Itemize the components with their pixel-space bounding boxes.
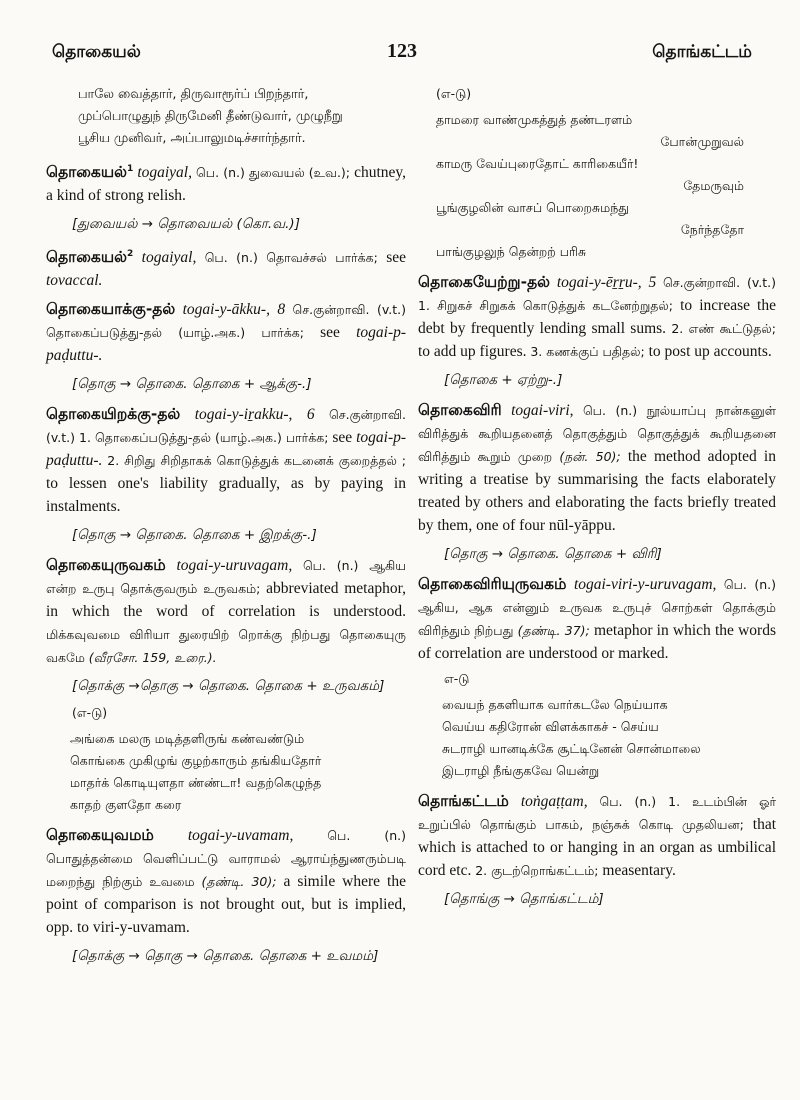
left-column [46,84,406,975]
verse-line: வையந் தகளியாக வார்கடலே நெய்யாக [442,697,668,712]
cross-reference: togai-p-paḍuttu-. [46,324,407,365]
tamil-definition-3: 3. கணக்குப் பதிதல்; [530,344,645,359]
transliteration: togaiyal, [137,164,192,182]
verse-line: காதற் குளதோ கரை [70,797,182,813]
english-definition: to increase the debt by frequently lending small sums. [418,297,776,337]
headword: தொகையிறக்கு-தல் [46,405,181,424]
page-number: 123 [387,40,417,62]
etymology: [தொகு → தொகை. தொகை + விரி] [444,546,662,562]
english-definition: see [332,429,353,447]
entry-togaiyal-2 [46,243,406,292]
header-right-guide-word: தொங்கட்டம் [652,42,752,62]
english-definition: metaphor in which the words of correlation are understood or marked. [418,622,776,662]
conjugation-class: 5 [648,274,657,291]
verse-line: தேமருவும் [683,178,744,193]
tamil-definition: செ.குன்றாவி. (v.t.) தொகைப்படுத்து-தல் [46,302,406,341]
verse-line: அங்கை மலரு மடித்தளிருங் கண்வண்டும் [70,731,305,747]
transliteration: togai-viri, [511,402,574,419]
english-definition-2: measentary. [602,862,676,879]
citation: (தண்டி. 30); [201,874,277,890]
tamil-definition-2: 2. சிறிது சிறிதாகக் கொடுத்துக் கடனைக் குறைத்தல் ; [107,453,407,469]
tamil-definition: செ.குன்றாவி. (v.t.) 1. தொகைப்படுத்து-தல் [46,407,407,446]
example-label: எ-டு [444,671,470,686]
transliteration: togai-y-ākku-, [182,301,270,319]
english-definition: that which is attached to or hanging in an organ as umbilical cord etc. [418,816,777,879]
entry-togaiyal-1 [46,158,406,207]
tamil-definition: பெ. (n.) ஆகிய என்ற உருபு தொக்குவரும் உருவகம்; [46,558,407,597]
english-definition-3: to post up accounts. [648,343,772,360]
transliteration: togai-viri-y-uruvagam, [573,576,717,593]
headword: தொகையேற்று-தல் [418,273,551,291]
entry-togaiyuruvagam [46,554,406,669]
example-label: (எ-டு) [72,705,108,721]
verse-line: பூசிய முனிவர், அப்பாலுமடிச்சார்ந்தார். [78,131,306,146]
verse-line: பூங்குழலின் வாசப் பொறைசுமந்து [436,200,630,215]
tamil-definition: செ.குன்றாவி. (v.t.) 1. சிறுகச் சிறுகக் கொடுத்துக் கடனேற்றுதல்; [418,275,776,313]
page-header [52,42,752,72]
tamil-note: (உவ.); [308,165,351,181]
verse-line: பாங்குழலுந் தென்றற் பரிசு [436,244,587,259]
verse-line: நேர்ந்ததோ [680,222,744,237]
cross-reference: togai-p-paḍuttu-. [46,429,407,470]
tamil-definition: பெ. (n.) பொதுத்தன்மை வெளிப்பட்டு வாராமல் ஆராய்ந்துணரும்படி மறைந்து நிற்கும் உவமை [46,828,406,890]
headword: தொகைவிரி [418,401,502,419]
transliteration: toṅgaṭṭam, [520,793,588,810]
transliteration: togai-y-iṟakku-, [194,406,293,424]
tamil-definition: பெ. (n.) ஆகிய, ஆக என்னும் உருவக உருபுச் சொற்கள் தொக்கும் விரிந்தும் நிற்பது [418,577,777,638]
headword: தொகைவிரியுருவகம் [418,575,567,593]
headword: தொகையல்$^2$ [46,248,134,267]
english-definition-2: to lessen one's liability gradually, as by paying in instalments. [46,475,406,516]
citation: (நன். 50); [559,449,621,464]
headword: தொகையுவமம் [46,826,154,845]
header-left-guide-word: தொகையல் [52,42,141,62]
english-definition: see [320,324,340,342]
tamil-definition: பெ. (n.) துவையல் [196,165,305,181]
english-definition-2: to add up figures. [418,343,527,360]
etymology: [தொகு → தொகை. தொகை + இறக்கு-.] [72,527,317,544]
verse-line: பாலே வைத்தார், திருவாரூர்ப் பிறந்தார், [78,87,309,102]
tamil-definition: பெ. (n.) தொவச்சல் [204,250,327,266]
etymology: [தொக்கு →தொகு → தொகை. தொகை + உருவகம்] [72,678,385,695]
english-definition: the method adopted in writing a treatise by summarising the facts elaborately treated by others and elaborating the facts briefly treated by them, one of four nūl-yāppu. [418,448,776,534]
conjugation-class: 6 [306,406,315,424]
citation: (தண்டி. 37); [517,623,590,638]
transliteration: togai-y-uvamam, [187,827,294,845]
tamil-note: பார்க்க; [335,250,378,266]
entry-togaiviriyuruvagam [418,573,776,665]
verse-line: போன்முறுவல் [660,134,744,149]
tamil-definition-2: 2. குடற்றொங்கட்டம்; [475,863,599,878]
verse-line: காமரு வேய்புரைதோட் காரிகையீர்! [436,156,639,171]
etymology: [தொங்கு → தொங்கட்டம்] [444,891,604,907]
tamil-note: (யாழ்.அக.) பார்க்க; [178,325,304,341]
tamil-definition-2: 2. எண் கூட்டுதல்; [671,321,777,336]
example-verse [436,109,776,263]
headword: தொகையல்$^1$ [46,163,134,182]
continued-verse [78,84,406,150]
etymology: [துவையல் → தொவையல் (கொ.வ.)] [72,216,300,233]
right-column [418,84,776,918]
headword: தொங்கட்டம் [418,792,509,810]
cross-reference: tovaccal. [46,272,103,290]
transliteration: togaiyal, [141,249,197,267]
etymology: [தொகை + ஏற்று-.] [444,372,563,388]
transliteration: togai-y-ēṟṟu-, [556,274,642,291]
transliteration: togai-y-uruvagam, [176,557,293,575]
verse-line: இடராழி நீங்குகவே யென்று [442,763,600,778]
example-verse [442,694,776,782]
entry-tongattam [418,790,776,882]
conjugation-class: 8 [277,301,286,319]
etymology: [தொகு → தொகை. தொகை + ஆக்கு-.] [72,376,312,393]
entry-togaiyuvamam [46,824,406,939]
verse-line: தாமரை வாண்முகத்துத் தண்டரளம் [436,112,633,127]
english-definition: abbreviated metaphor, in which the word of correlation is understood. [46,580,406,621]
tamil-note: (யாழ்.அக.) பார்க்க; [214,430,329,446]
entry-togaiyerru [418,271,776,363]
example-verse [70,728,406,816]
entry-togaiyakku [46,298,406,367]
english-definition: chutney, a kind of strong relish. [46,164,406,205]
headword: தொகையாக்கு-தல் [46,300,176,319]
citation: (வீரசோ. 159, உரை.). [88,650,217,666]
english-definition: see [386,249,407,267]
etymology: [தொக்கு → தொகு → தொகை. தொகை + உவமம்] [72,948,379,965]
tamil-quotation: மிக்கவுவமை விரியா துரையிற் றொக்கு நிற்பது தொகையுரு வகமே [46,627,406,666]
english-definition: a simile where the point of comparison is not brought out, but is implied, opp. to viri-y-uvamam. [46,873,406,937]
entry-togaiviri [418,399,776,537]
verse-line: முப்பொழுதுந் திருமேனி தீண்டுவார், முழுநீறு [78,109,343,124]
headword: தொகையுருவகம் [46,556,166,575]
verse-line: கொங்கை முகிழுங் குழற்காரும் தங்கியதோர் [70,753,322,769]
tamil-definition: பெ. (n.) நூல்யாப்பு நான்கனுள் விரித்துக் கூறியதனைத் தொகுத்தும் தொகுத்துக் கூறியதனை விரித்தும் கூறும் முறை [418,403,777,464]
tamil-definition: பெ. (n.) 1. உடம்பின் ஓர் உறுப்பில் தொங்கும் பாகம், நஞ்சுக் கொடி முதலியன; [418,794,777,832]
verse-line: சுடராழி யானடிக்கே சூட்டினேன் சொன்மாலை [442,741,701,756]
example-label: (எ-டு) [436,86,472,101]
verse-line: மாதர்க் கொடியுளதா ண்ண்டா! வதற்கெழுந்த [70,775,322,791]
verse-line: வெய்ய கதிரோன் விளக்காகச் - செய்ய [442,719,659,734]
entry-togaiyirakku [46,403,406,518]
